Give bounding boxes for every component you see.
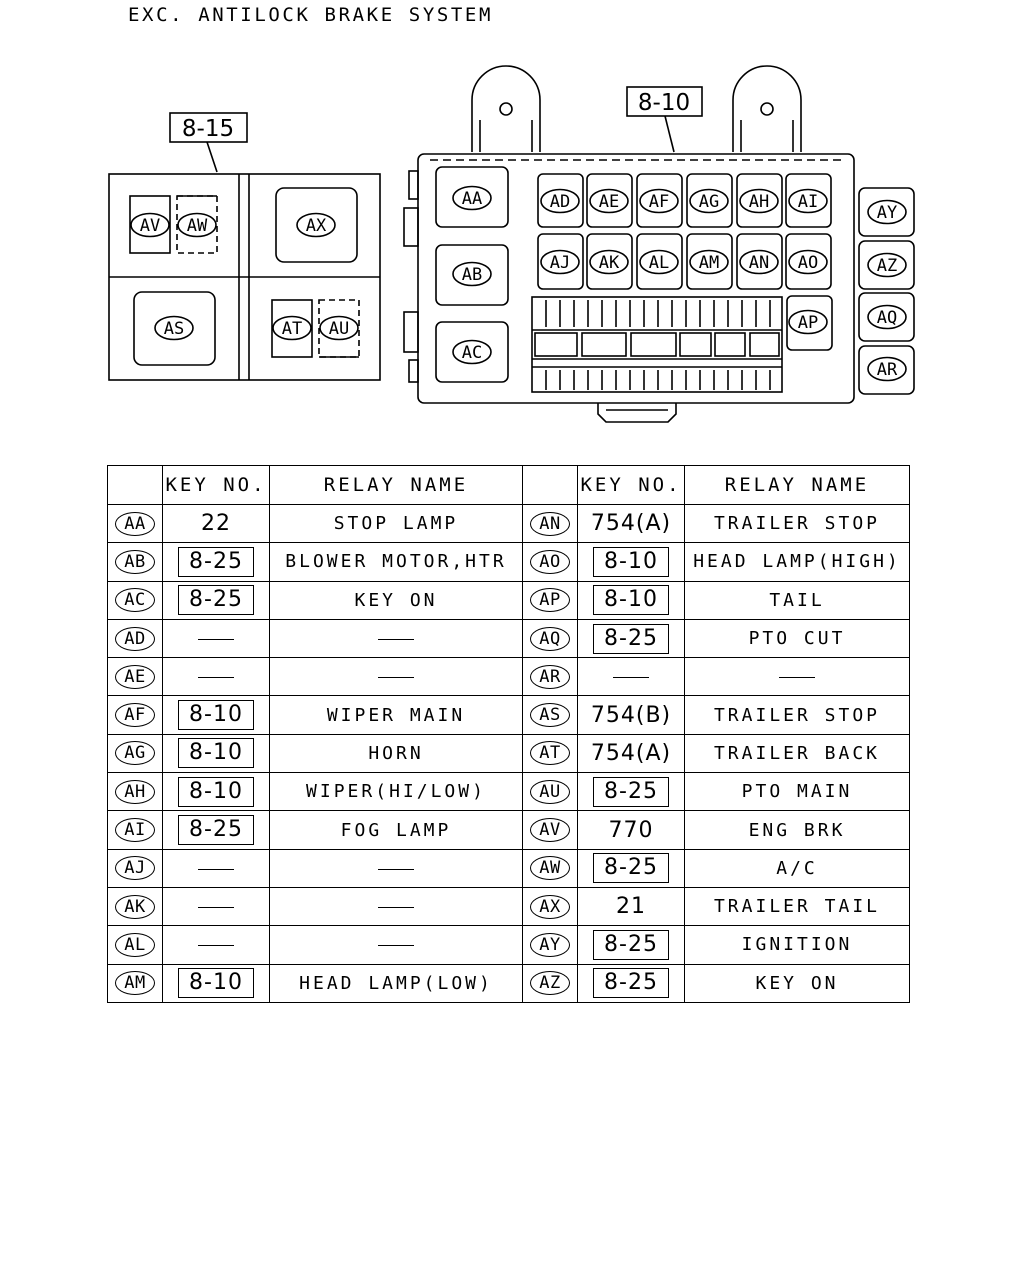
table-header-row (108, 466, 910, 505)
key-no-cell (163, 619, 270, 657)
relay-name: TRAILER BACK (713, 742, 881, 764)
header-blank (108, 466, 163, 505)
diagram-title: EXC. ANTILOCK BRAKE SYSTEM (128, 4, 494, 26)
empty-dash (198, 639, 234, 640)
relay-label: AM (115, 971, 155, 995)
relay-label-cell (108, 696, 163, 734)
key-no-ref-box: 8-25 (593, 853, 669, 883)
relay-label-cell (108, 543, 163, 581)
relay-label-cell (523, 619, 578, 657)
relay-name-cell (270, 619, 523, 657)
svg-text:AI: AI (797, 192, 819, 212)
relay-name: HORN (368, 742, 424, 764)
key-no-cell (163, 581, 270, 619)
relay-label (690, 251, 728, 274)
key-no-ref-box: 8-10 (178, 968, 254, 998)
key-no-cell (578, 581, 685, 619)
key-no-ref-box: 8-25 (593, 930, 669, 960)
relay-label-cell (108, 505, 163, 543)
relay-label-cell (523, 926, 578, 964)
relay-label (789, 190, 827, 213)
table-row (108, 849, 910, 887)
key-no-cell (163, 658, 270, 696)
relay-label (453, 263, 491, 286)
key-no-cell (578, 619, 685, 657)
header-key-no: KEY NO. (578, 466, 685, 505)
empty-dash (198, 677, 234, 678)
relay-label-cell (523, 658, 578, 696)
key-no-cell (163, 734, 270, 772)
relay-label: AU (530, 780, 570, 804)
svg-text:AW: AW (186, 216, 208, 236)
relay-name-cell (685, 811, 910, 849)
svg-text:AH: AH (748, 192, 770, 212)
relay-label (541, 251, 579, 274)
svg-text:AL: AL (648, 253, 670, 273)
svg-text:AC: AC (461, 343, 483, 363)
relay-label: AJ (115, 856, 155, 880)
empty-dash (378, 677, 414, 678)
key-no-ref-box: 8-10 (178, 700, 254, 730)
relay-label (868, 201, 906, 224)
relay-label-cell (108, 773, 163, 811)
relay-label-cell (523, 543, 578, 581)
relay-name: PTO CUT (748, 628, 846, 650)
relay-label-cell (108, 619, 163, 657)
table-row (108, 505, 910, 543)
key-no-cell (578, 658, 685, 696)
key-no-cell (163, 696, 270, 734)
relay-name-cell (685, 887, 910, 925)
relay-name-cell (270, 811, 523, 849)
relay-name: PTO MAIN (741, 781, 853, 803)
relay-label: AL (115, 933, 155, 957)
key-no-cell (163, 926, 270, 964)
relay-label-cell (108, 849, 163, 887)
svg-text:AN: AN (748, 253, 770, 273)
relay-label-cell (108, 811, 163, 849)
key-no-ref-box: 8-25 (593, 624, 669, 654)
relay-name-cell (270, 849, 523, 887)
svg-text:AY: AY (876, 203, 898, 223)
relay-label: AE (115, 665, 155, 689)
relay-name-cell (270, 658, 523, 696)
relay-label (155, 317, 193, 340)
empty-dash (378, 639, 414, 640)
relay-label: AK (115, 895, 155, 919)
relay-name: TAIL (769, 589, 825, 611)
table-row (108, 964, 910, 1002)
relay-label (640, 190, 678, 213)
table-row (108, 734, 910, 772)
relay-name: STOP LAMP (333, 513, 459, 535)
empty-dash (198, 945, 234, 946)
key-no-cell (163, 811, 270, 849)
key-no-cell (578, 811, 685, 849)
table-row (108, 581, 910, 619)
relay-label: AD (115, 627, 155, 651)
relay-label (453, 341, 491, 364)
relay-box-diagram (0, 0, 1024, 440)
empty-dash (198, 869, 234, 870)
relay-label: AT (530, 741, 570, 765)
relay-label-cell (108, 964, 163, 1002)
fuse-slots (546, 300, 770, 390)
relay-label-cell (523, 849, 578, 887)
relay-name-cell (270, 887, 523, 925)
svg-text:AQ: AQ (876, 308, 898, 328)
relay-label-cell (523, 773, 578, 811)
relay-label-cell (523, 505, 578, 543)
relay-label-cell (108, 926, 163, 964)
empty-dash (779, 677, 815, 678)
relay-name-cell (685, 505, 910, 543)
key-no: 754(A) (590, 511, 672, 537)
svg-text:AG: AG (698, 192, 720, 212)
relay-label: AC (115, 588, 155, 612)
relay-label (178, 214, 216, 237)
relay-label: AZ (530, 971, 570, 995)
relay-label (740, 251, 778, 274)
relay-label: AR (530, 665, 570, 689)
relay-name-cell (685, 581, 910, 619)
relay-label: AO (530, 550, 570, 574)
svg-text:AX: AX (305, 216, 327, 236)
relay-name-cell (685, 926, 910, 964)
empty-dash (198, 907, 234, 908)
svg-text:AO: AO (797, 253, 819, 273)
relay-label: AY (530, 933, 570, 957)
relay-label-cell (523, 581, 578, 619)
relay-label: AV (530, 818, 570, 842)
relay-name-cell (685, 619, 910, 657)
relay-label (868, 306, 906, 329)
svg-text:AE: AE (598, 192, 620, 212)
table-row (108, 926, 910, 964)
svg-text:AD: AD (549, 192, 571, 212)
key-no-cell (578, 887, 685, 925)
key-no-ref-box: 8-10 (178, 777, 254, 807)
relay-name: IGNITION (741, 934, 853, 956)
table-row (108, 658, 910, 696)
relay-label (131, 214, 169, 237)
relay-label-cell (108, 658, 163, 696)
relay-label: AB (115, 550, 155, 574)
key-no: 754(B) (590, 702, 672, 728)
relay-name-cell (685, 734, 910, 772)
svg-text:AJ: AJ (549, 253, 571, 273)
key-no: 754(A) (590, 740, 672, 766)
table-row (108, 773, 910, 811)
relay-label: AP (530, 588, 570, 612)
relay-label (273, 317, 311, 340)
relay-name: TRAILER STOP (713, 704, 881, 726)
key-no-ref-box: 8-10 (593, 547, 669, 577)
key-no-cell (578, 543, 685, 581)
relay-name: WIPER MAIN (326, 704, 466, 726)
relay-label (789, 251, 827, 274)
relay-label: AI (115, 818, 155, 842)
relay-label: AG (115, 741, 155, 765)
relay-label: AA (115, 512, 155, 536)
relay-name: FOG LAMP (340, 819, 452, 841)
key-no-cell (578, 505, 685, 543)
relay-name: TRAILER STOP (713, 513, 881, 535)
relay-name: BLOWER MOTOR,HTR (285, 551, 507, 573)
header-relay-name: RELAY NAME (685, 466, 910, 505)
svg-text:AF: AF (648, 192, 670, 212)
relay-name-cell (270, 581, 523, 619)
relay-name-cell (685, 773, 910, 811)
empty-dash (378, 945, 414, 946)
key-no-ref-box: 8-25 (178, 585, 254, 615)
relay-label-cell (523, 811, 578, 849)
relay-label: AN (530, 512, 570, 536)
table-row (108, 887, 910, 925)
relay-label-cell (108, 887, 163, 925)
relay-label: AW (530, 856, 570, 880)
empty-dash (378, 907, 414, 908)
left-relay-block (109, 174, 380, 380)
key-no-cell (578, 926, 685, 964)
relay-label-cell (523, 696, 578, 734)
key-no-cell (163, 773, 270, 811)
relay-name-cell (270, 696, 523, 734)
key-no-cell (163, 543, 270, 581)
key-no-ref-box: 8-25 (178, 547, 254, 577)
relay-name: WIPER(HI/LOW) (306, 781, 486, 803)
table-row (108, 811, 910, 849)
relay-name-cell (270, 505, 523, 543)
svg-text:AK: AK (598, 253, 620, 273)
relay-label (541, 190, 579, 213)
relay-name-cell (685, 964, 910, 1002)
key-no: 770 (608, 817, 654, 843)
svg-text:AP: AP (797, 313, 819, 333)
relay-label: AH (115, 780, 155, 804)
key-no-ref-box: 8-10 (593, 585, 669, 615)
relay-label: AF (115, 703, 155, 727)
key-no-cell (163, 964, 270, 1002)
key-no-cell (578, 696, 685, 734)
relay-label: AS (530, 703, 570, 727)
relay-name-cell (685, 543, 910, 581)
relay-label: AX (530, 895, 570, 919)
key-no-cell (578, 734, 685, 772)
header-key-no: KEY NO. (163, 466, 270, 505)
relay-name-cell (685, 849, 910, 887)
header-relay-name: RELAY NAME (270, 466, 523, 505)
table-row (108, 696, 910, 734)
relay-name: A/C (776, 857, 818, 879)
relay-label-cell (523, 734, 578, 772)
key-no-cell (163, 849, 270, 887)
relay-name: KEY ON (354, 589, 438, 611)
key-no-cell (578, 964, 685, 1002)
relay-label (297, 214, 335, 237)
empty-dash (613, 677, 649, 678)
relay-label-cell (108, 734, 163, 772)
relay-label (640, 251, 678, 274)
svg-text:AT: AT (281, 319, 303, 339)
key-no-cell (578, 773, 685, 811)
relay-label-cell (523, 887, 578, 925)
empty-dash (378, 869, 414, 870)
relay-name-cell (270, 734, 523, 772)
relay-name: ENG BRK (748, 819, 846, 841)
relay-label (590, 251, 628, 274)
key-no-cell (163, 887, 270, 925)
svg-text:AA: AA (461, 189, 483, 209)
key-no-ref-box: 8-25 (593, 968, 669, 998)
relay-name-cell (270, 926, 523, 964)
svg-text:AU: AU (328, 319, 350, 339)
svg-text:AB: AB (461, 265, 483, 285)
svg-text:AS: AS (163, 319, 185, 339)
key-no: 22 (201, 511, 231, 537)
key-no: 21 (616, 894, 646, 920)
svg-text:AZ: AZ (876, 256, 898, 276)
table-row (108, 619, 910, 657)
ref-label-left: 8-15 (181, 116, 235, 142)
relay-name-cell (685, 696, 910, 734)
relay-name: HEAD LAMP(HIGH) (693, 551, 901, 573)
ref-label-right: 8-10 (637, 90, 691, 116)
relay-name: TRAILER TAIL (713, 896, 881, 918)
key-no-ref-box: 8-25 (178, 815, 254, 845)
relay-label (868, 254, 906, 277)
relay-label (789, 311, 827, 334)
key-no-cell (578, 849, 685, 887)
key-no-cell (163, 505, 270, 543)
relay-table (107, 465, 910, 1003)
table-row (108, 543, 910, 581)
relay-label (320, 317, 358, 340)
relay-label (453, 187, 491, 210)
key-no-ref-box: 8-10 (178, 738, 254, 768)
relay-name: KEY ON (755, 972, 839, 994)
relay-label: AQ (530, 627, 570, 651)
relay-name-cell (270, 543, 523, 581)
relay-name-cell (270, 773, 523, 811)
svg-text:AM: AM (698, 253, 720, 273)
relay-label (740, 190, 778, 213)
relay-label (590, 190, 628, 213)
relay-label (690, 190, 728, 213)
relay-name: HEAD LAMP(LOW) (299, 972, 493, 994)
relay-name-cell (270, 964, 523, 1002)
relay-name-cell (685, 658, 910, 696)
svg-text:AR: AR (876, 360, 898, 380)
header-blank (523, 466, 578, 505)
key-no-ref-box: 8-25 (593, 777, 669, 807)
svg-text:AV: AV (139, 216, 161, 236)
relay-label-cell (108, 581, 163, 619)
relay-label (868, 358, 906, 381)
relay-label-cell (523, 964, 578, 1002)
